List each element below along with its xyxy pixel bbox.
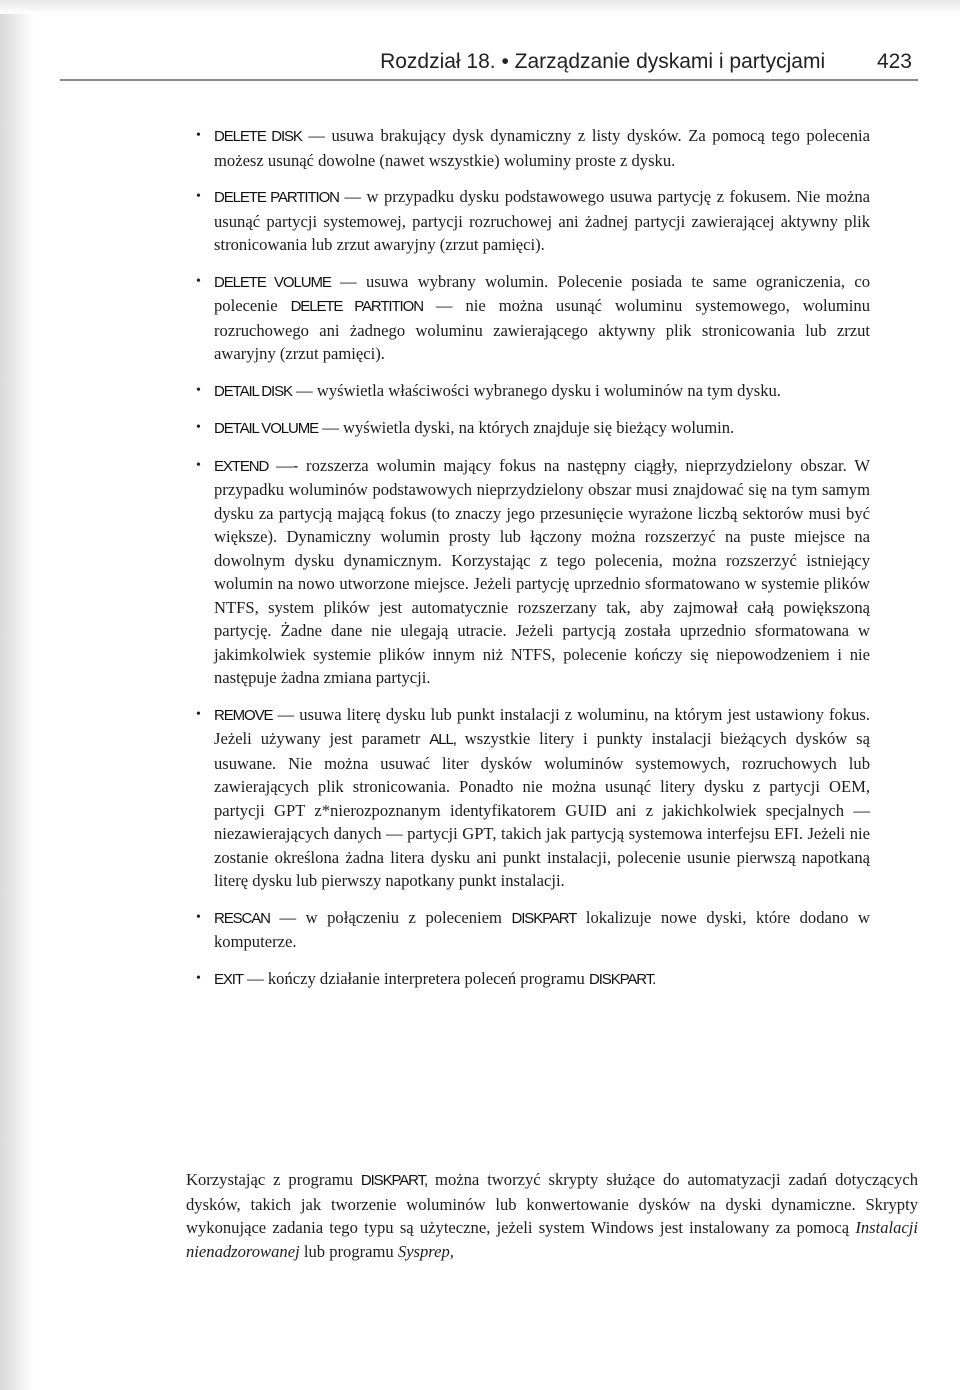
header-rule (60, 79, 918, 81)
list-item-exit (196, 967, 870, 992)
para-text-cont: lub programu (303, 1241, 394, 1261)
item-text: — w połączeniu z poleceniem (279, 907, 502, 927)
item-text-cont: wszystkie litery i punkty instalacji bieżących dysków są usuwane. Nie można usuwać liter dysków woluminów systemowych, rozruchowych lub zawierających plik stronicowania. Ponadto nie można usunąć litery dysku z partycji OEM, partycji GPT z*nierozpoznanym identyfikatorem GUID ani z jakichkolwiek specjalnych — niezawierających danych — partycji GPT, takich jak partycją systemowa interfejsu EFI. Jeżeli nie zostanie określona żadna litera dysku ani punkt instalacji, polecenie usunie pierwszą napotkaną literę dysku lub pierwszy napotkany punkt instalacji. (214, 729, 871, 890)
bullet: • (196, 382, 201, 398)
item-text: — wyświetla dyski, na których znajduje się bieżący wolumin. (322, 418, 735, 437)
item-text: — usuwa literę dysku lub punkt instalacji z woluminu, na którym jest ustawiony fokus. Jeżeli używany jest parametr (214, 704, 870, 748)
list-item-rescan (196, 906, 870, 954)
list-item-delete-partition (196, 185, 870, 257)
bullet: • (196, 970, 201, 986)
bullet: • (196, 189, 201, 204)
command-name: DETAIL DISK (214, 382, 292, 400)
command-name: DELETE DISK (214, 128, 302, 145)
page-number: 423 (876, 50, 912, 73)
list-item-detail-disk (196, 379, 870, 404)
bullet: • (196, 273, 201, 289)
command-name-inline: DISKPART (511, 909, 577, 927)
list-item-delete-disk (196, 124, 870, 172)
list-item-detail-volume (196, 416, 870, 441)
chapter-label: Rozdział 18. (380, 50, 496, 73)
italic-term: Sysprep, (397, 1241, 454, 1261)
chapter-title: Zarządzanie dyskami i partycjami (514, 50, 826, 73)
bullet: • (196, 457, 201, 473)
item-text: — w przypadku dysku podstawowego usuwa partycję z fokusem. Nie można usunąć partycji systemowej, partycji rozruchowej ani żadnej partycji zawierającej aktywny plik stronicowania lub zrzut awaryjny (zrzut pamięci). (214, 187, 870, 254)
closing-paragraph (186, 1168, 918, 1263)
header-separator: • (501, 50, 509, 73)
item-text-cont: lokalizuje nowe dyski, które dodano w komputerze. (214, 907, 870, 951)
list-item-remove (196, 703, 871, 893)
command-name: REMOVE (214, 706, 273, 724)
item-text: — usuwa brakujący dysk dynamiczny z listy dysków. Za pomocą tego polecenia możesz usunąć dowolne (nawet wszystkie) woluminy proste z dysku. (214, 126, 870, 170)
running-head-text (380, 50, 912, 74)
page-top-shade (0, 0, 960, 14)
list-item-delete-volume (196, 270, 871, 366)
command-name: RESCAN (214, 909, 270, 927)
item-text: — usuwa wybrany wolumin. Polecenie posiada te same ograniczenia, co polecenie (214, 271, 870, 315)
para-text: Korzystając z programu (186, 1170, 353, 1189)
bullet: • (196, 420, 201, 435)
command-name: DELETE VOLUME (214, 273, 331, 291)
list-item-extend (196, 454, 870, 690)
command-list (0, 124, 960, 1004)
bullet: • (196, 128, 201, 143)
item-text-cont: — nie można usunąć woluminu systemowego, woluminu rozruchowego ani żadnego woluminu zawierającego aktywny plik stronicowania lub zrzut awaryjny (zrzut pamięci). (214, 296, 871, 363)
command-name: DELETE PARTITION (214, 189, 339, 206)
command-name-inline: DELETE PARTITION (290, 298, 423, 315)
italic-term: Instalacji nienadzorowanej (186, 1218, 918, 1261)
command-name-inline: DISKPART, (360, 1172, 428, 1189)
command-name: DETAIL VOLUME (214, 420, 319, 437)
command-name-inline: ALL, (429, 731, 456, 748)
command-name: EXTEND (214, 457, 269, 475)
bullet: • (196, 706, 201, 722)
para-text-cont: można tworzyć skrypty służące do automatyzacji zadań dotyczących dysków, takich jak tworzenie woluminów lub konwertowanie dysków na dyski dynamiczne. Skrypty wykonujące zadania tego typu są użyteczne, jeżeli system Windows jest instalowany za pomocą (186, 1170, 918, 1237)
bullet: • (196, 909, 201, 925)
item-text: —- rozszerza wolumin mający fokus na następny ciągły, nieprzydzielony obszar. W przypadku woluminów podstawowych nieprzydzielony obszar musi znajdować się na tym samym dysku za partycją mającą fokus (to znaczy jego przesunięcie wyrażone liczbą sektorów musi być większe). Dynamiczny wolumin prosty lub łączony można rozszerzyć na puste miejsce na dowolnym dysku dynamicznym. Korzystając z tego polecenia, można rozszerzyć istniejący wolumin na nowo utworzone miejsce. Jeżeli partycję uprzednio sformatowano w systemie plików NTFS, system plików jest automatycznie rozszerzany tak, aby zajmował całą powiększoną partycję. Żadne dane nie ulegają utracie. Jeżeli partycją została uprzednio sformatowana w jakimkolwiek systemie plików innym niż NTFS, polecenie kończy się niepowodzeniem i nie następuje żadna zmiana partycji. (214, 455, 870, 687)
item-text: — kończy działanie interpretera poleceń programu (247, 968, 585, 988)
command-name: EXIT (214, 970, 243, 988)
command-name-inline: DISKPART. (588, 970, 656, 988)
item-text: — wyświetla właściwości wybranego dysku i woluminów na tym dysku. (296, 380, 781, 400)
